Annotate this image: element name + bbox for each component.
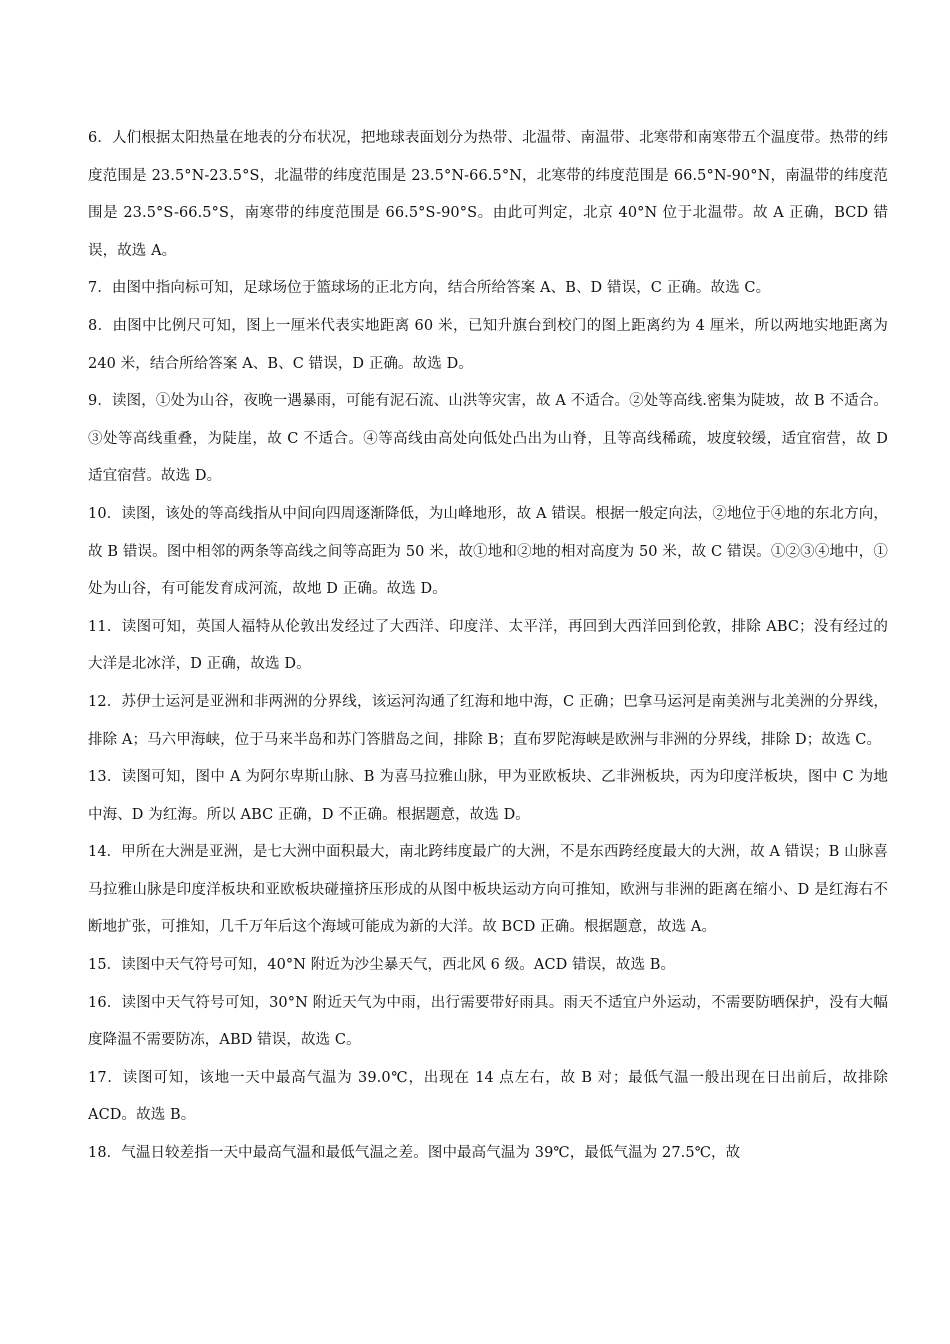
answer-13: 13．读图可知，图中 A 为阿尔卑斯山脉、B 为喜马拉雅山脉，甲为亚欧板块、乙非洲板块，丙为印度洋板块，图中 C 为地中海、D 为红海。所以 ABC 正确，D 不正确。根据题意，故选 D。 [88,769,888,823]
answer-10: 10．读图，该处的等高线指从中间向四周逐渐降低，为山峰地形，故 A 错误。根据一般定向法，②地位于④地的东北方向，故 B 错误。图中相邻的两条等高线之间等高距为 50 米，故①地和②地的相对高度为 50 米，故 C 错误。①②③④地中，①处为山谷，有可能发育成河流，故地 D 正确。故选 D。 [88,505,888,598]
answer-11: 11．读图可知，英国人福特从伦敦出发经过了大西洋、印度洋、太平洋，再回到大西洋回到伦敦，排除 ABC；没有经过的大洋是北冰洋，D 正确，故选 D。 [88,618,888,673]
answer-8: 8．由图中比例尺可知，图上一厘米代表实地距离 60 米，已知升旗台到校门的图上距离约为 4 厘米，所以两地实地距离为 240 米，结合所给答案 A、B、C 错误，D 正确。故选 D。 [88,317,888,372]
answer-16: 16．读图中天气符号可知，30°N 附近天气为中雨，出行需要带好雨具。雨天不适宜户外运动，不需要防晒保护，没有大幅度降温不需要防冻，ABD 错误，故选 C。 [88,994,888,1049]
answer-7: 7．由图中指向标可知，足球场位于篮球场的正北方向，结合所给答案 A、B、D 错误，C 正确。故选 C。 [88,280,771,297]
answer-12: 12．苏伊士运河是亚洲和非两洲的分界线，该运河沟通了红海和地中海，C 正确；巴拿马运河是南美洲与北美洲的分界线，排除 A；马六甲海峡，位于马来半岛和苏门答腊岛之间，排除 B；直布罗陀海峡是欧洲与非洲的分界线，排除 D；故选 C。 [88,693,888,748]
answer-9: 9．读图，①处为山谷，夜晚一遇暴雨，可能有泥石流、山洪等灾害，故 A 不适合。②处等高线.密集为陡坡，故 B 不适合。③处等高线重叠，为陡崖，故 C 不适合。④等高线由高处向低处凸出为山脊，且等高线稀疏，坡度较缓，适宜宿营，故 D 适宜宿营。故选 D。 [88,393,888,485]
answer-15: 15．读图中天气符号可知，40°N 附近为沙尘暴天气，西北风 6 级。ACD 错误，故选 B。 [88,957,676,974]
answer-6: 6．人们根据太阳热量在地表的分布状况，把地球表面划分为热带、北温带、南温带、北寒带和南寒带五个温度带。热带的纬度范围是 23.5°N-23.5°S，北温带的纬度范围是 23.5°N-66.5°N，北寒带的纬度范围是 66.5°N-90°N，南温带的纬度范围是 23.5°S-66.5°S，南寒带的纬度范围是 66.5°S-90°S。由此可判定，北京 40°N 位于北温带。故 A 正确，BCD 错误，故选 A。 [88,130,888,259]
answer-list [88,120,888,1173]
answer-18: 18．气温日较差指一天中最高气温和最低气温之差。图中最高气温为 39℃，最低气温为 27.5℃，故 [88,1145,741,1162]
answer-17: 17．读图可知，该地一天中最高气温为 39.0℃，出现在 14 点左右，故 B 对；最低气温一般出现在日出前后，故排除 ACD。故选 B。 [88,1069,888,1124]
answer-14: 14．甲所在大洲是亚洲，是七大洲中面积最大，南北跨纬度最广的大洲，不是东西跨经度最大的大洲，故 A 错误；B 山脉喜马拉雅山脉是印度洋板块和亚欧板块碰撞挤压形成的从图中板块运动方向可推知，欧洲与非洲的距离在缩小、D 是红海右不断地扩张，可推知，几千万年后这个海域可能成为新的大洋。故 BCD 正确。根据题意，故选 A。 [88,844,888,936]
